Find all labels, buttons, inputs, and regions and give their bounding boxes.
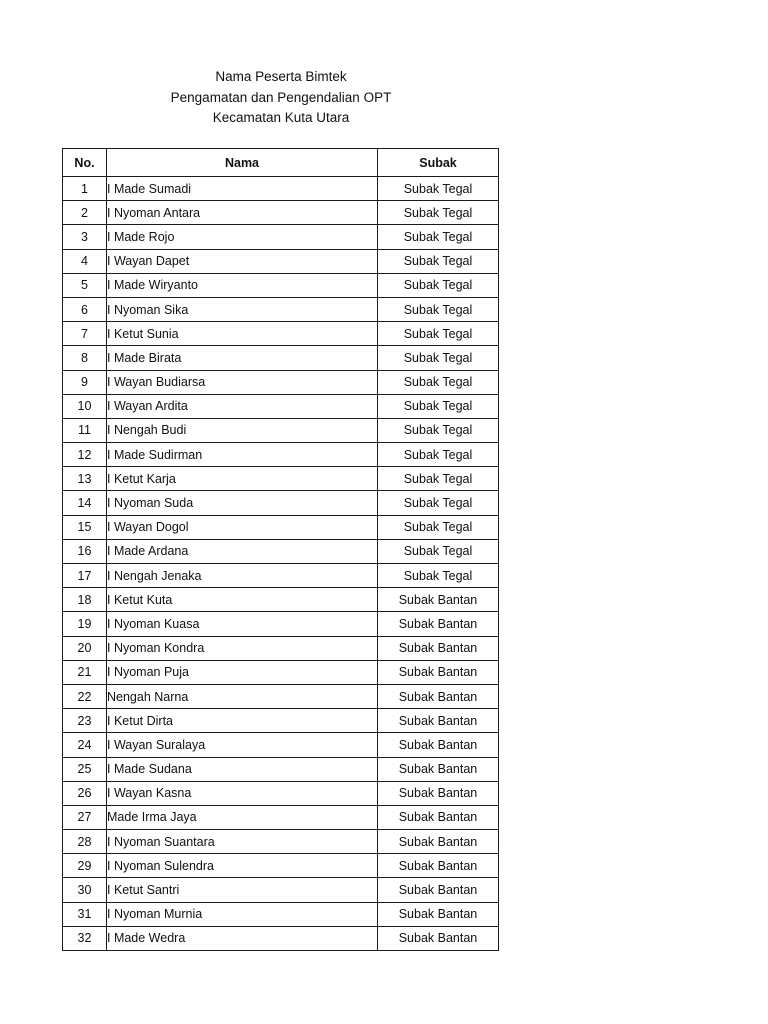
subak-name: Subak Tegal xyxy=(378,177,499,201)
title-line-3: Kecamatan Kuta Utara xyxy=(212,110,350,125)
row-number: 7 xyxy=(63,322,107,346)
table-row xyxy=(63,394,499,418)
subak-name: Subak Bantan xyxy=(378,805,499,829)
title-line-2: Pengamatan dan Pengendalian OPT xyxy=(170,89,392,105)
participant-name: I Ketut Karja xyxy=(107,467,378,491)
table-row xyxy=(63,467,499,491)
row-number: 4 xyxy=(63,249,107,273)
subak-name: Subak Tegal xyxy=(378,491,499,515)
subak-name: Subak Tegal xyxy=(378,394,499,418)
row-number: 27 xyxy=(63,805,107,829)
subak-name: Subak Tegal xyxy=(378,273,499,297)
participant-name: Nengah Narna xyxy=(107,684,378,708)
header-nama: Nama xyxy=(107,149,378,177)
row-number: 3 xyxy=(63,225,107,249)
row-number: 30 xyxy=(63,878,107,902)
table-row xyxy=(63,588,499,612)
subak-name: Subak Tegal xyxy=(378,539,499,563)
table-row xyxy=(63,443,499,467)
participant-table xyxy=(62,148,499,951)
participant-name: I Made Wedra xyxy=(107,926,378,950)
row-number: 28 xyxy=(63,830,107,854)
participant-name: I Wayan Dapet xyxy=(107,249,378,273)
row-number: 21 xyxy=(63,660,107,684)
row-number: 1 xyxy=(63,177,107,201)
table-row xyxy=(63,249,499,273)
row-number: 8 xyxy=(63,346,107,370)
participant-name: I Made Sudirman xyxy=(107,443,378,467)
row-number: 2 xyxy=(63,201,107,225)
subak-name: Subak Tegal xyxy=(378,564,499,588)
participant-name: I Nyoman Suda xyxy=(107,491,378,515)
participant-name: I Nyoman Kondra xyxy=(107,636,378,660)
participant-name: I Made Birata xyxy=(107,346,378,370)
row-number: 23 xyxy=(63,709,107,733)
subak-name: Subak Bantan xyxy=(378,660,499,684)
participant-name: I Wayan Kasna xyxy=(107,781,378,805)
table-row xyxy=(63,709,499,733)
table-row xyxy=(63,539,499,563)
subak-name: Subak Bantan xyxy=(378,781,499,805)
header-no: No. xyxy=(63,149,107,177)
subak-name: Subak Bantan xyxy=(378,854,499,878)
row-number: 20 xyxy=(63,636,107,660)
table-row xyxy=(63,225,499,249)
table-row xyxy=(63,564,499,588)
participant-name: I Nengah Budi xyxy=(107,418,378,442)
row-number: 12 xyxy=(63,443,107,467)
row-number: 6 xyxy=(63,297,107,321)
participant-name: I Ketut Sunia xyxy=(107,322,378,346)
row-number: 16 xyxy=(63,539,107,563)
participant-name: I Made Sudana xyxy=(107,757,378,781)
subak-name: Subak Bantan xyxy=(378,612,499,636)
participant-name: I Ketut Dirta xyxy=(107,709,378,733)
subak-name: Subak Bantan xyxy=(378,588,499,612)
table-header-row xyxy=(63,149,499,177)
table-body xyxy=(63,177,499,951)
header-subak: Subak xyxy=(378,149,499,177)
row-number: 26 xyxy=(63,781,107,805)
participant-name: I Wayan Dogol xyxy=(107,515,378,539)
subak-name: Subak Tegal xyxy=(378,249,499,273)
table-row xyxy=(63,854,499,878)
table-row xyxy=(63,370,499,394)
row-number: 17 xyxy=(63,564,107,588)
subak-name: Subak Bantan xyxy=(378,878,499,902)
participant-name: I Nyoman Sika xyxy=(107,297,378,321)
participant-name: I Ketut Santri xyxy=(107,878,378,902)
participant-name: I Made Wiryanto xyxy=(107,273,378,297)
participant-name: I Made Rojo xyxy=(107,225,378,249)
table-row xyxy=(63,878,499,902)
participant-name: I Wayan Suralaya xyxy=(107,733,378,757)
subak-name: Subak Tegal xyxy=(378,201,499,225)
row-number: 11 xyxy=(63,418,107,442)
row-number: 10 xyxy=(63,394,107,418)
table-row xyxy=(63,733,499,757)
subak-name: Subak Bantan xyxy=(378,709,499,733)
subak-name: Subak Tegal xyxy=(378,297,499,321)
participant-name: I Nengah Jenaka xyxy=(107,564,378,588)
table-row xyxy=(63,830,499,854)
participant-name: I Nyoman Kuasa xyxy=(107,612,378,636)
row-number: 31 xyxy=(63,902,107,926)
subak-name: Subak Tegal xyxy=(378,467,499,491)
subak-name: Subak Tegal xyxy=(378,225,499,249)
participant-name: I Wayan Budiarsa xyxy=(107,370,378,394)
subak-name: Subak Bantan xyxy=(378,636,499,660)
title-line-1: Nama Peserta Bimtek xyxy=(215,69,347,84)
row-number: 13 xyxy=(63,467,107,491)
subak-name: Subak Bantan xyxy=(378,757,499,781)
table-row xyxy=(63,612,499,636)
row-number: 5 xyxy=(63,273,107,297)
row-number: 25 xyxy=(63,757,107,781)
row-number: 19 xyxy=(63,612,107,636)
participant-name: I Nyoman Sulendra xyxy=(107,854,378,878)
document-title xyxy=(0,67,562,129)
subak-name: Subak Bantan xyxy=(378,902,499,926)
participant-name: I Made Sumadi xyxy=(107,177,378,201)
participant-name: I Nyoman Murnia xyxy=(107,902,378,926)
table-row xyxy=(63,660,499,684)
subak-name: Subak Tegal xyxy=(378,322,499,346)
table-row xyxy=(63,418,499,442)
table-row xyxy=(63,346,499,370)
participant-name: I Ketut Kuta xyxy=(107,588,378,612)
subak-name: Subak Tegal xyxy=(378,370,499,394)
table-row xyxy=(63,757,499,781)
row-number: 14 xyxy=(63,491,107,515)
subak-name: Subak Bantan xyxy=(378,926,499,950)
participant-name: I Made Ardana xyxy=(107,539,378,563)
subak-name: Subak Bantan xyxy=(378,830,499,854)
row-number: 15 xyxy=(63,515,107,539)
participant-name: I Nyoman Puja xyxy=(107,660,378,684)
table-row xyxy=(63,322,499,346)
row-number: 9 xyxy=(63,370,107,394)
row-number: 29 xyxy=(63,854,107,878)
table-row xyxy=(63,636,499,660)
table-row xyxy=(63,805,499,829)
table-row xyxy=(63,273,499,297)
subak-name: Subak Bantan xyxy=(378,733,499,757)
table-row xyxy=(63,902,499,926)
table-row xyxy=(63,177,499,201)
row-number: 22 xyxy=(63,684,107,708)
table-row xyxy=(63,491,499,515)
participant-name: I Wayan Ardita xyxy=(107,394,378,418)
row-number: 32 xyxy=(63,926,107,950)
subak-name: Subak Bantan xyxy=(378,684,499,708)
subak-name: Subak Tegal xyxy=(378,443,499,467)
table-row xyxy=(63,515,499,539)
table-row xyxy=(63,201,499,225)
subak-name: Subak Tegal xyxy=(378,418,499,442)
subak-name: Subak Tegal xyxy=(378,515,499,539)
row-number: 24 xyxy=(63,733,107,757)
table-row xyxy=(63,684,499,708)
table-row xyxy=(63,781,499,805)
table-row xyxy=(63,297,499,321)
row-number: 18 xyxy=(63,588,107,612)
participant-name: Made Irma Jaya xyxy=(107,805,378,829)
table-row xyxy=(63,926,499,950)
participant-name: I Nyoman Antara xyxy=(107,201,378,225)
participant-name: I Nyoman Suantara xyxy=(107,830,378,854)
subak-name: Subak Tegal xyxy=(378,346,499,370)
